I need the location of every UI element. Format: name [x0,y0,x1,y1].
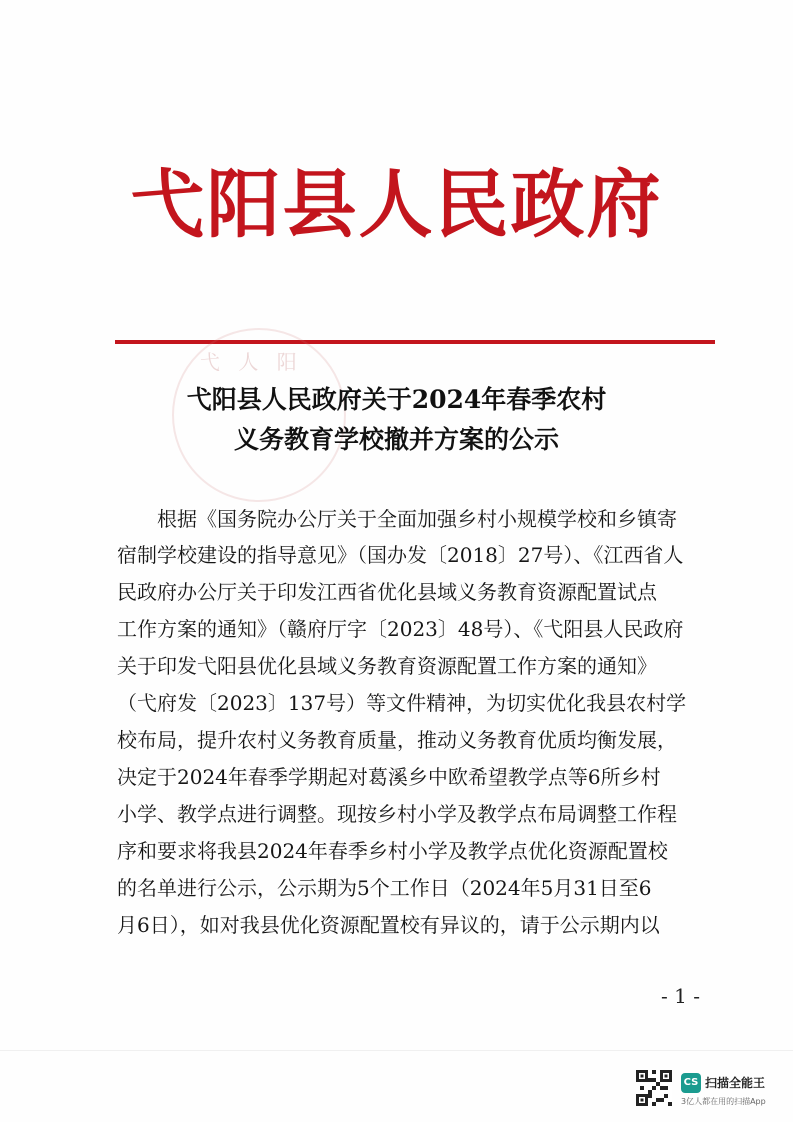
body-text-line: 工作方案的通知》（赣府厅字〔2023〕48号）、《弋阳县人民政府 [117,617,684,641]
body-text-line: 关于印发弋阳县优化县域义务教育资源配置工作方案的通知》 [117,654,657,678]
body-text-line: 小学、教学点进行调整。现按乡村小学及教学点布局调整工作程 [117,802,677,826]
body-text-line: 校布局，提升农村义务教育质量，推动义务教育优质均衡发展， [117,728,677,752]
issuing-authority-header: 弋阳县人民政府 [130,162,663,248]
body-text-line: 民政府办公厅关于印发江西省优化县域义务教育资源配置试点 [117,580,657,604]
body-text-line: （弋府发〔2023〕137号）等文件精神，为切实优化我县农村学 [117,691,687,715]
body-text-line: 宿制学校建设的指导意见》（国办发〔2018〕27号）、《江西省人 [117,543,684,567]
scanner-app-name: 扫描全能王 [705,1076,766,1090]
body-text-line: 决定于2024年春季学期起对葛溪乡中欧希望教学点等6所乡村 [117,765,661,789]
footer-divider [0,1050,793,1051]
camscanner-logo-icon: CS [681,1073,701,1093]
page-number: - 1 - [661,984,700,1008]
scanner-app-slogan: 3亿人都在用的扫描App [681,1097,766,1106]
body-text-line: 根据《国务院办公厅关于全面加强乡村小规模学校和乡镇寄 [117,507,677,531]
body-text-line: 序和要求将我县2024年春季乡村小学及教学点优化资源配置校 [117,839,668,863]
body-text-line: 的名单进行公示，公示期为5个工作日（2024年5月31日至6 [117,876,652,900]
red-separator-line [115,340,715,344]
body-text-line: 月6日），如对我县优化资源配置校有异议的，请于公示期内以 [117,913,660,937]
official-seal-text: 弋 人 阳 [200,350,303,374]
document-title-line-1: 弋阳县人民政府关于2024年春季农村 [186,385,607,414]
qr-code-icon [636,1070,672,1106]
document-title-line-2: 义务教育学校撤并方案的公示 [233,425,559,454]
